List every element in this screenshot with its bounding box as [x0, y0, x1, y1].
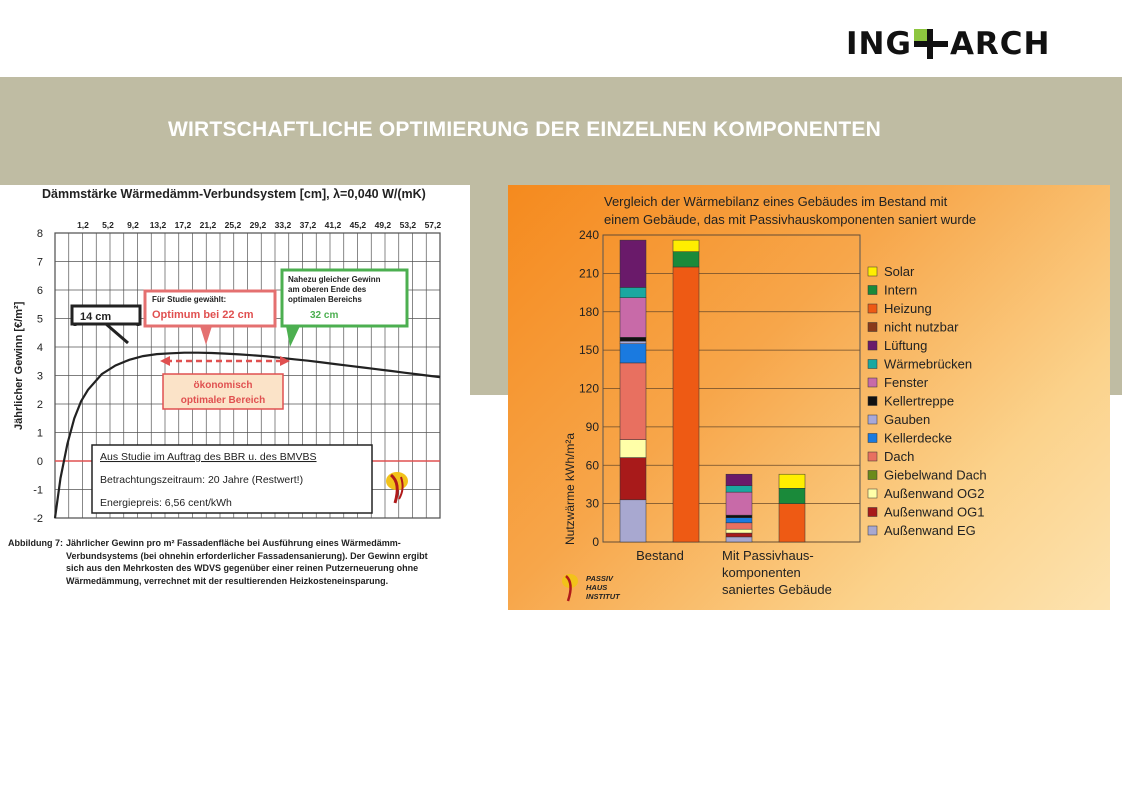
bar-segment-wärmebrücken	[620, 287, 646, 297]
legend-swatch	[868, 508, 877, 517]
legend-label: Intern	[884, 282, 918, 298]
box-upper-line1: Nahezu gleicher Gewinn	[288, 275, 381, 284]
passivhaus-logo	[562, 574, 621, 601]
passivhaus-logo-line3: INSTITUT	[586, 592, 620, 601]
legend-label: Außenwand OG2	[884, 486, 985, 501]
y-tick-label: 1	[36, 427, 43, 440]
figure-caption-label: Abbildung 7:	[8, 538, 63, 548]
legend-label: Lüftung	[884, 338, 928, 353]
legend-label: Fenster	[884, 375, 929, 390]
logo-plus-icon	[914, 29, 948, 59]
passivhaus-logo-line2: HAUS	[586, 583, 608, 592]
category-label: Mit Passivhaus-	[722, 548, 814, 563]
bar-segment-außenwand-og2	[726, 529, 752, 533]
left-chart-panel	[0, 185, 470, 610]
optimal-range-line1: ökonomisch	[193, 380, 253, 391]
legend-label: Außenwand OG1	[884, 504, 985, 520]
bar-segment-außenwand-eg	[620, 500, 646, 542]
y-tick-label: 7	[36, 256, 43, 269]
legend-label: Gauben	[884, 412, 931, 427]
study-info-line2: Betrachtungszeitraum: 20 Jahre (Restwert!)	[100, 474, 304, 486]
y-tick-label: 30	[585, 496, 599, 511]
legend-label: Kellertreppe	[884, 393, 955, 409]
legend-swatch	[868, 304, 877, 313]
x-tick-label: 33,2	[274, 220, 292, 230]
left-chart-title: Dämmstärke Wärmedämm-Verbundsystem [cm], λ=0,040 W/(mK)	[42, 187, 426, 201]
insulation-profit-chart	[0, 185, 470, 535]
box-optimum-title: Für Studie gewählt:	[152, 295, 227, 304]
bar-segment-kellertreppe	[620, 337, 646, 341]
passivhaus-logo-line1: PASSIV	[586, 574, 613, 583]
bar-segment-außenwand-og2	[620, 440, 646, 458]
passivhaus-logo-icon	[562, 574, 578, 601]
box-14cm-label: 14 cm	[80, 311, 112, 323]
y-tick-label: 90	[585, 419, 599, 434]
bar-segment-kellerdecke	[620, 344, 646, 363]
bar-segment-wärmebrücken	[726, 486, 752, 492]
y-tick-label: 210	[578, 266, 599, 281]
legend-label: Wärmebrücken	[884, 356, 973, 372]
legend-swatch	[868, 360, 877, 369]
bar-segment-dach	[726, 523, 752, 529]
bar-segment-kellerdecke	[726, 518, 752, 523]
bar-segment-intern	[779, 488, 805, 503]
y-tick-label: -2	[33, 513, 43, 525]
legend-label: Außenwand EG	[884, 523, 976, 538]
legend-swatch	[868, 397, 877, 406]
bar-segment-heizung	[779, 504, 805, 542]
y-tick-label: 180	[578, 304, 599, 319]
study-info-line3: Energiepreis: 6,56 cent/kWh	[100, 497, 232, 509]
logo-text-right: ARCH	[949, 26, 1051, 62]
right-chart-title-line2: einem Gebäude, das mit Passivhauskomponenten saniert wurde	[604, 212, 977, 227]
left-chart-ylabel: Jährlicher Gewinn [€/m²]	[13, 301, 25, 430]
legend-label: Solar	[884, 264, 915, 279]
legend-swatch	[868, 489, 877, 498]
bar-segment-intern	[673, 252, 699, 267]
y-tick-label: 60	[585, 458, 599, 473]
figure-caption-text: Jährlicher Gewinn pro m² Fassadenfläche bei Ausführung eines Wärmedämm-Verbundsystems (bei ohnehin erforderlicher Fassadensanierung). Der Gewinn ergibt sich aus den Mehrkosten des WDVS gegenüber einer reinen Putzerneuerung ohne Wärmedämmung, verrechnet mit der resultierenden Heizkosteneinsparung.	[66, 538, 428, 586]
legend-swatch	[868, 415, 877, 424]
x-tick-label: 37,2	[299, 220, 317, 230]
y-tick-label: 5	[36, 313, 43, 326]
bar-segment-kellertreppe	[726, 515, 752, 518]
legend-swatch	[868, 378, 877, 387]
bar-segment-gauben	[620, 341, 646, 344]
x-tick-label: 9,2	[127, 220, 139, 230]
y-tick-label: 6	[36, 285, 43, 297]
bar-segment-außenwand-og1	[620, 458, 646, 500]
x-tick-label: 49,2	[374, 220, 392, 230]
x-tick-label: 13,2	[149, 220, 167, 230]
study-info-line1: Aus Studie im Auftrag des BBR u. des BMVBS	[100, 451, 317, 463]
x-tick-label: 21,2	[199, 220, 217, 230]
right-chart-ylabel: Nutzwärme kWh/m²a	[563, 432, 577, 545]
x-tick-label: 1,2	[77, 220, 89, 230]
right-chart-title-line1: Vergleich der Wärmebilanz eines Gebäudes im Bestand mit	[604, 194, 948, 209]
bar-segment-lüftung	[726, 474, 752, 486]
bar-segment-fenster	[726, 492, 752, 515]
bar-segment-heizung	[673, 267, 699, 542]
page-title: WIRTSCHAFTLICHE OPTIMIERUNG DER EINZELNEN KOMPONENTEN	[168, 118, 881, 141]
box-upper-value: 32 cm	[310, 310, 339, 321]
category-label: saniertes Gebäude	[722, 582, 832, 597]
box-optimum-value: Optimum bei 22 cm	[152, 309, 254, 321]
x-tick-label: 57,2	[424, 220, 442, 230]
legend-label: Heizung	[884, 301, 932, 316]
figure-caption	[8, 537, 458, 587]
heat-balance-chart	[508, 185, 1110, 610]
x-tick-label: 53,2	[399, 220, 417, 230]
bar-segment-fenster	[620, 298, 646, 338]
bar-segment-dach	[620, 363, 646, 440]
legend-label: Giebelwand Dach	[884, 467, 987, 483]
legend-label: nicht nutzbar	[884, 319, 959, 335]
bar-segment-solar	[673, 240, 699, 252]
box-upper-line2: am oberen Ende des	[288, 285, 367, 294]
right-chart-panel	[508, 185, 1110, 610]
x-tick-label: 17,2	[174, 220, 192, 230]
legend-swatch	[868, 452, 877, 461]
y-tick-label: 4	[36, 342, 43, 354]
category-label: Bestand	[636, 548, 684, 563]
logo-text-left: ING	[846, 26, 912, 62]
y-tick-label: 0	[36, 456, 43, 468]
x-tick-label: 41,2	[324, 220, 342, 230]
legend-swatch	[868, 526, 877, 535]
legend-swatch	[868, 323, 877, 332]
y-tick-label: 3	[36, 370, 43, 383]
legend-swatch	[868, 267, 877, 276]
legend-swatch	[868, 434, 877, 443]
bar-segment-lüftung	[620, 240, 646, 287]
y-tick-label: 2	[36, 399, 43, 411]
x-tick-label: 29,2	[249, 220, 267, 230]
legend-label: Dach	[884, 449, 915, 464]
bar-segment-außenwand-eg	[726, 537, 752, 542]
category-label: komponenten	[722, 565, 801, 580]
y-tick-label: 120	[578, 381, 599, 396]
legend-swatch	[868, 471, 877, 480]
y-tick-label: 0	[592, 535, 599, 549]
y-tick-label: 240	[578, 228, 599, 242]
legend-label: Kellerdecke	[884, 430, 952, 446]
x-tick-label: 25,2	[224, 220, 242, 230]
bar-segment-außenwand-og1	[726, 533, 752, 537]
bar-segment-solar	[779, 474, 805, 488]
legend-swatch	[868, 341, 877, 350]
y-tick-label: -1	[33, 484, 43, 497]
y-tick-label: 150	[578, 343, 599, 358]
legend-swatch	[868, 286, 877, 295]
optimal-range-line2: optimaler Bereich	[180, 395, 266, 406]
box-upper-line3: optimalen Bereichs	[288, 295, 362, 304]
x-tick-label: 45,2	[349, 220, 367, 230]
company-logo	[846, 26, 1051, 62]
x-tick-label: 5,2	[102, 220, 114, 230]
y-tick-label: 8	[36, 228, 43, 240]
